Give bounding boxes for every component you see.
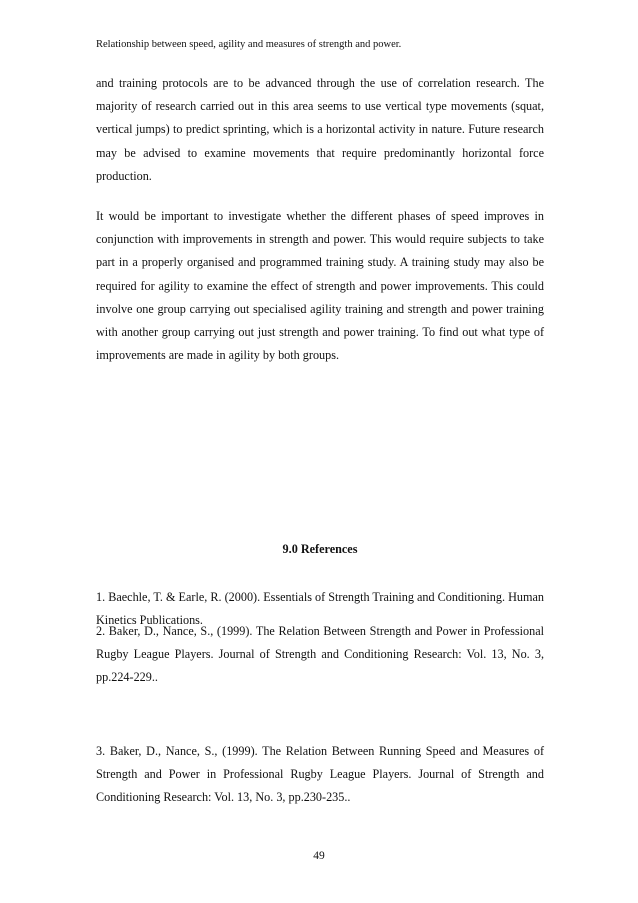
reference-item: 2. Baker, D., Nance, S., (1999). The Relation Between Strength and Power in Professional Rugby League Players. Journal of Strength and Conditioning Research: Vol. 13, No. 3, pp.224-229.. xyxy=(96,624,544,685)
page-number: 49 xyxy=(313,850,325,862)
body-paragraph: It would be important to investigate whether the different phases of speed improves in conjunction with improvements in strength and power. This would require subjects to take part in a properly organised and programmed training study. A training study may also be required for agility to examine the effect of strength and power improvements. This could involve one group carrying out specialised agility training and strength and power training with another group carrying out just strength and power training. To find out what type of improvements are made in agility by both groups. xyxy=(96,209,544,363)
reference-item: 3. Baker, D., Nance, S., (1999). The Relation Between Running Speed and Measures of Strength and Power in Professional Rugby League Players. Journal of Strength and Conditioning Research: Vol. 13, No. 3, pp.230-235.. xyxy=(96,744,544,805)
body-paragraph: and training protocols are to be advanced through the use of correlation research. The majority of research carried out in this area seems to use vertical type movements (squat, vertical jumps) to predict sprinting, which is a horizontal activity in nature. Future research may be advised to examine movements that require predominantly horizontal force production. xyxy=(96,76,544,183)
reference-item: 1. Baechle, T. & Earle, R. (2000). Essentials of Strength Training and Conditioning. Human Kinetics Publications. xyxy=(96,590,544,628)
references-heading: 9.0 References xyxy=(282,542,358,556)
running-header: Relationship between speed, agility and measures of strength and power. xyxy=(96,39,402,50)
